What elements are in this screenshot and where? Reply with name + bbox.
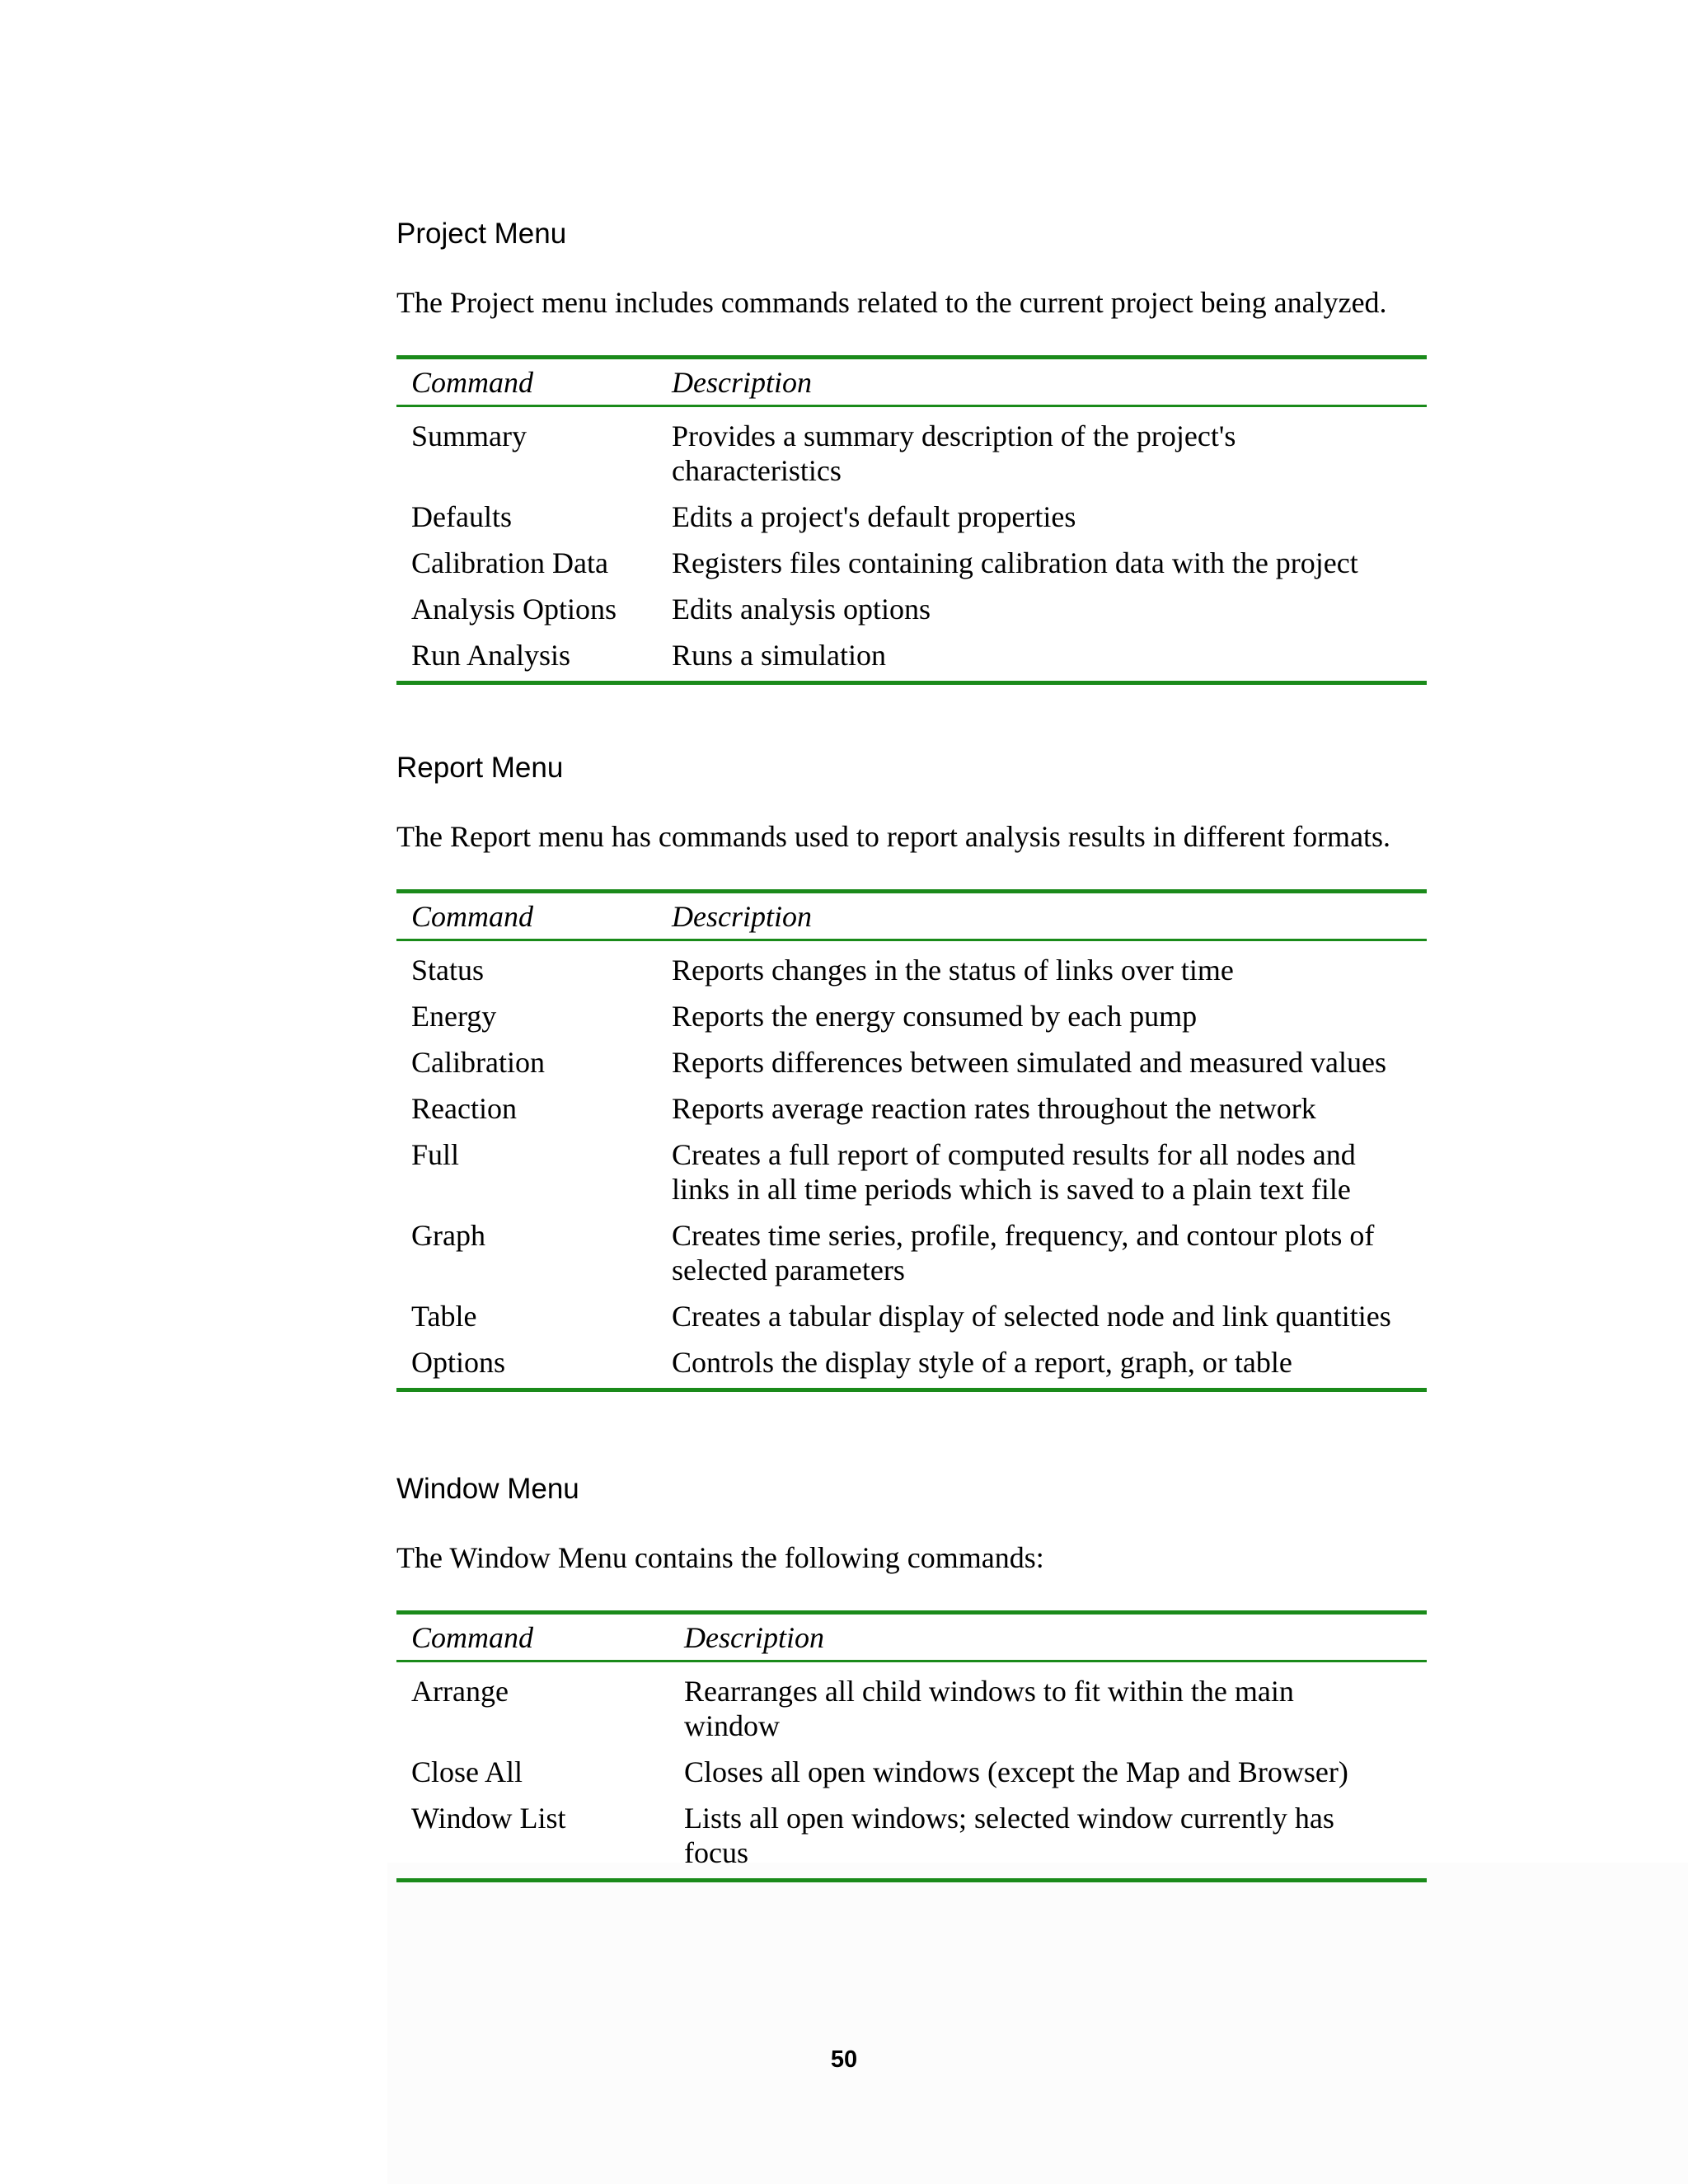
description-line: Closes all open windows (except the Map and Browser) <box>684 1755 1348 1788</box>
description-line: window <box>684 1709 780 1742</box>
table-row <box>396 592 1427 626</box>
report-menu-heading: Report Menu <box>396 752 564 784</box>
table-row <box>396 953 1427 987</box>
table-row <box>396 1345 1427 1380</box>
description-cell <box>684 1674 1294 1743</box>
report-menu-intro: The Report menu has commands used to report analysis results in different formats. <box>396 820 1391 853</box>
command-cell: Status <box>411 954 485 987</box>
command-cell: Full <box>411 1138 460 1171</box>
description-column-header: Description <box>684 1620 824 1654</box>
description-line: Creates a full report of computed results for all nodes and <box>672 1138 1356 1171</box>
description-cell <box>672 1218 1374 1287</box>
description-line: Provides a summary description of the project's <box>672 419 1236 452</box>
description-line: Creates a tabular display of selected node and link quantities <box>672 1300 1391 1333</box>
table-row <box>396 546 1427 580</box>
description-cell <box>672 953 1234 987</box>
command-cell: Energy <box>411 1000 497 1033</box>
description-line: Controls the display style of a report, graph, or table <box>672 1346 1292 1379</box>
command-cell: Summary <box>411 419 527 452</box>
description-line: selected parameters <box>672 1254 905 1286</box>
table-row <box>396 999 1427 1033</box>
description-cell <box>672 499 1076 534</box>
table-row <box>396 1137 1427 1207</box>
table-row <box>396 499 1427 534</box>
description-line: Runs a simulation <box>672 639 886 672</box>
command-cell: Options <box>411 1346 506 1379</box>
table-row <box>396 638 1427 673</box>
table-row <box>396 1674 1427 1743</box>
description-cell <box>672 1299 1391 1333</box>
description-column-header: Description <box>672 899 812 933</box>
description-line: focus <box>684 1836 748 1869</box>
table-row <box>396 1091 1427 1126</box>
table-row <box>396 1045 1427 1080</box>
command-cell: Defaults <box>411 500 512 533</box>
table-header <box>396 1615 1427 1662</box>
description-line: Registers files containing calibration data with the project <box>672 546 1358 579</box>
project-menu-intro: The Project menu includes commands related to the current project being analyzed. <box>396 286 1387 319</box>
window-menu-heading: Window Menu <box>396 1473 579 1505</box>
command-cell: Close All <box>411 1755 523 1788</box>
command-cell: Table <box>411 1300 477 1333</box>
description-cell <box>684 1801 1334 1870</box>
table-body <box>396 419 1427 681</box>
description-cell <box>672 1345 1292 1380</box>
command-cell: Reaction <box>411 1092 517 1125</box>
description-line: Reports average reaction rates throughout the network <box>672 1092 1316 1125</box>
project-menu-heading: Project Menu <box>396 218 567 250</box>
table-row <box>396 1299 1427 1333</box>
description-cell <box>672 1045 1386 1080</box>
table-body <box>396 953 1427 1388</box>
description-line: Reports differences between simulated and measured values <box>672 1046 1387 1079</box>
window-menu-intro: The Window Menu contains the following commands: <box>396 1541 1044 1574</box>
command-column-header: Command <box>411 899 534 933</box>
description-cell <box>672 999 1197 1033</box>
description-line: Edits analysis options <box>672 593 931 626</box>
report-menu-table <box>396 889 1427 1392</box>
description-cell <box>684 1755 1348 1789</box>
description-line: Reports changes in the status of links over time <box>672 954 1234 987</box>
description-line: Rearranges all child windows to fit within the main <box>684 1675 1294 1708</box>
description-cell <box>672 419 1236 488</box>
page-background-shade <box>387 1863 1688 2184</box>
table-header <box>396 359 1427 407</box>
command-cell: Calibration <box>411 1046 545 1079</box>
table-body <box>396 1674 1427 1878</box>
description-line: Creates time series, profile, frequency, and contour plots of <box>672 1219 1375 1252</box>
description-line: characteristics <box>672 454 842 487</box>
description-column-header: Description <box>672 365 812 399</box>
table-row <box>396 1755 1427 1789</box>
command-cell: Analysis Options <box>411 593 617 626</box>
description-line: Lists all open windows; selected window currently has <box>684 1802 1334 1835</box>
window-menu-table <box>396 1610 1427 1882</box>
command-cell: Arrange <box>411 1675 509 1708</box>
page-number: 50 <box>830 2046 858 2073</box>
table-row <box>396 1801 1427 1870</box>
table-row <box>396 419 1427 488</box>
description-cell <box>672 1091 1316 1126</box>
table-header <box>396 893 1427 941</box>
command-cell: Graph <box>411 1219 485 1252</box>
command-column-header: Command <box>411 365 534 399</box>
table-row <box>396 1218 1427 1287</box>
description-cell <box>672 592 931 626</box>
description-line: Edits a project's default properties <box>672 500 1076 533</box>
command-cell: Calibration Data <box>411 546 608 579</box>
description-line: links in all time periods which is saved to a plain text file <box>672 1173 1351 1206</box>
description-line: Reports the energy consumed by each pump <box>672 1000 1198 1033</box>
project-menu-table <box>396 355 1427 685</box>
description-cell <box>672 546 1358 580</box>
description-cell <box>672 1137 1356 1207</box>
command-cell: Run Analysis <box>411 639 571 672</box>
command-column-header: Command <box>411 1620 534 1654</box>
command-cell: Window List <box>411 1802 566 1835</box>
description-cell <box>672 638 886 673</box>
